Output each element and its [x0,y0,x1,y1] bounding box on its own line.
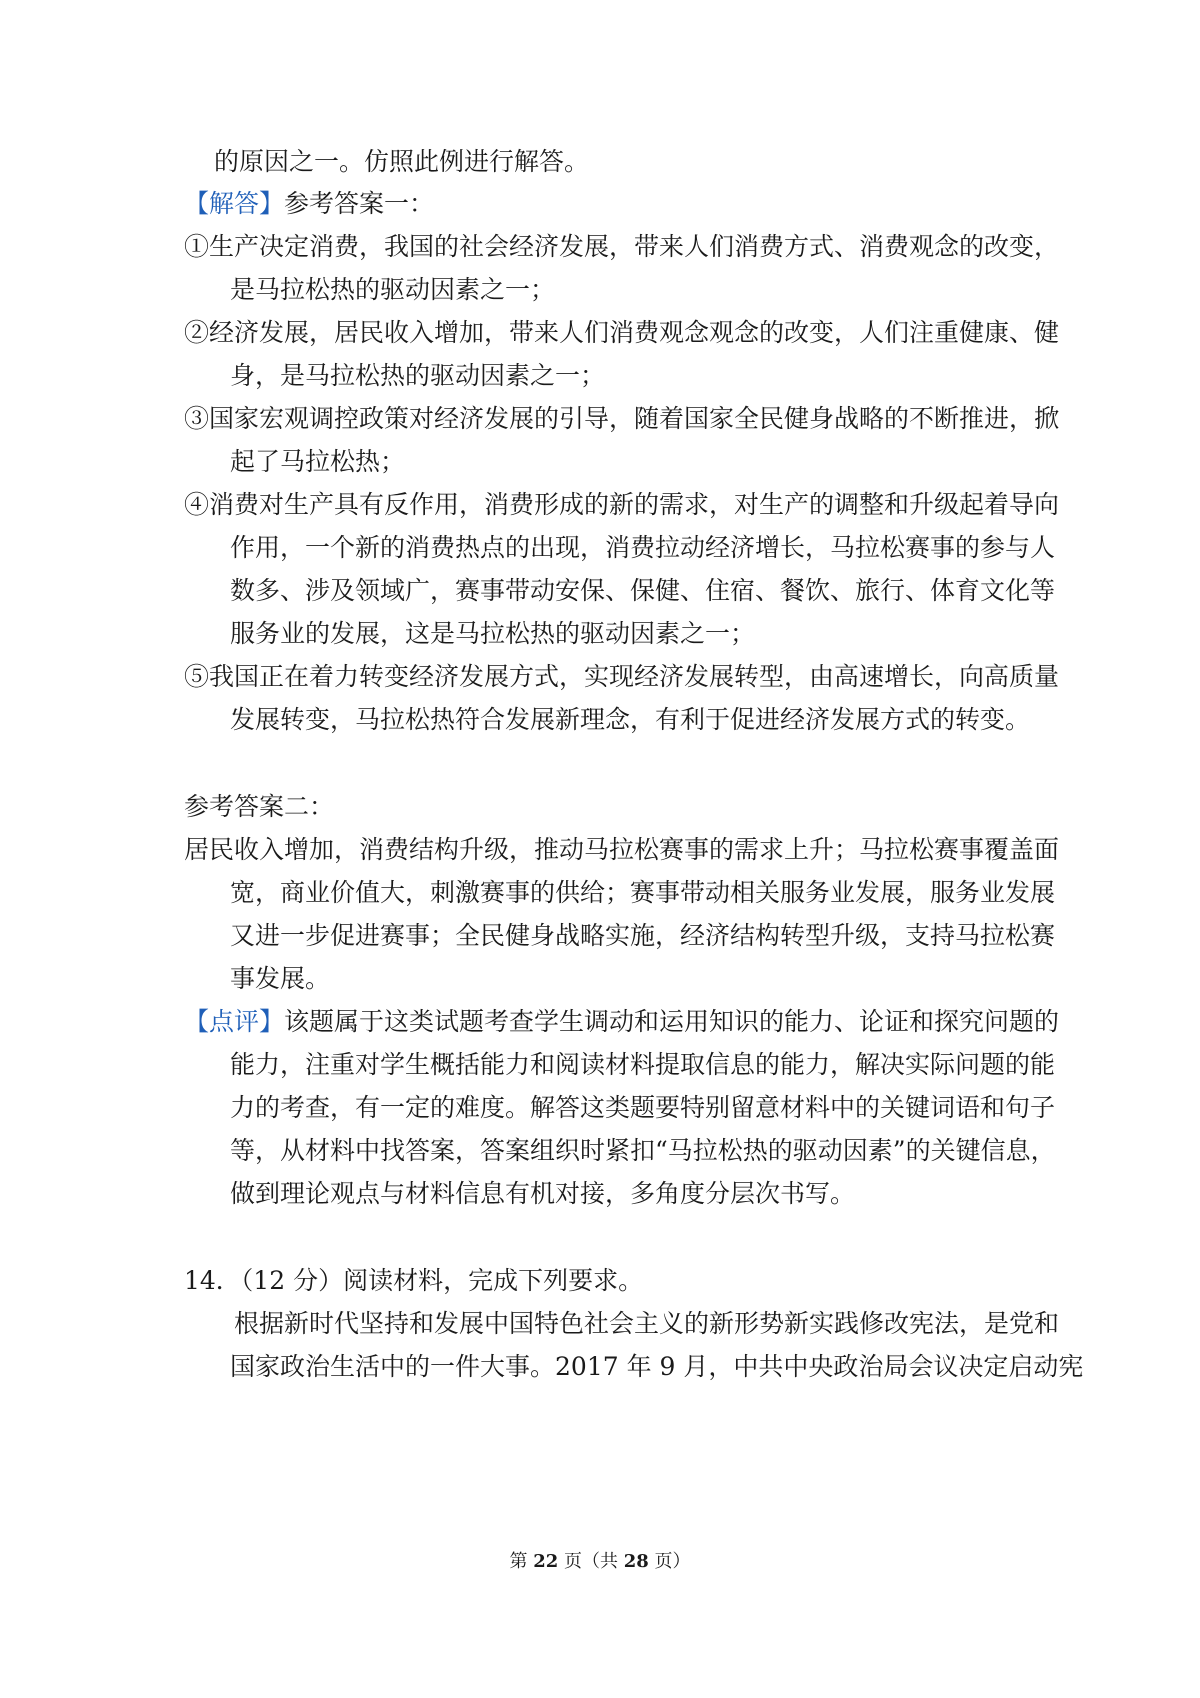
answer-item-1-line-2: 是马拉松热的驱动因素之一； [230,275,556,304]
answer-item-5-line-1: ⑤我国正在着力转变经济发展方式，实现经济发展转型，由高速增长，向高质量 [184,662,1060,691]
footer-prefix: 第 [509,1551,534,1572]
intro-line: 的原因之一。仿照此例进行解答。 [214,147,590,176]
question-14-line-2: 国家政治生活中的一件大事。2017 年 9 月，中共中央政治局会议决定启动宪 [230,1352,1084,1381]
page-footer [0,1550,1200,1574]
comment-text-1: 该题属于这类试题考查学生调动和运用知识的能力、论证和探究问题的 [284,1007,1060,1036]
comment-line-3: 力的考查，有一定的难度。解答这类题要特别留意材料中的关键词语和句子 [230,1093,1056,1122]
comment-tag: 【点评】 [184,1007,285,1036]
answer-item-4-line-4: 服务业的发展，这是马拉松热的驱动因素之一； [230,619,756,648]
footer-middle: 页（共 [558,1551,624,1572]
answer2-line-4: 事发展。 [230,964,331,993]
answer-item-3-line-2: 起了马拉松热； [230,447,406,476]
answer-item-4-line-3: 数多、涉及领域广，赛事带动安保、保健、住宿、餐饮、旅行、体育文化等 [230,576,1056,605]
comment-line-5: 做到理论观点与材料信息有机对接，多角度分层次书写。 [230,1179,856,1208]
footer-page-number: 22 [533,1551,559,1572]
answer-item-3-line-1: ③国家宏观调控政策对经济发展的引导，随着国家全民健身战略的不断推进，掀 [184,404,1060,433]
answer-item-1-line-1: ①生产决定消费，我国的社会经济发展，带来人们消费方式、消费观念的改变， [184,232,1060,261]
answer-title-2: 参考答案二： [184,792,335,821]
comment-line-4: 等，从材料中找答案，答案组织时紧扣“马拉松热的驱动因素”的关键信息， [230,1136,1056,1165]
answer2-line-2: 宽，商业价值大，刺激赛事的供给；赛事带动相关服务业发展，服务业发展 [230,878,1056,907]
answer-item-4-line-1: ④消费对生产具有反作用，消费形成的新的需求，对生产的调整和升级起着导向 [184,490,1060,519]
answer2-line-3: 又进一步促进赛事；全民健身战略实施，经济结构转型升级，支持马拉松赛 [230,921,1056,950]
question-14-header: 14．（12 分）阅读材料，完成下列要求。 [184,1266,644,1295]
comment-line-1 [184,1002,1059,1042]
comment-line-2: 能力，注重对学生概括能力和阅读材料提取信息的能力，解决实际问题的能 [230,1050,1056,1079]
answer2-line-1: 居民收入增加，消费结构升级，推动马拉松赛事的需求上升；马拉松赛事覆盖面 [184,835,1060,864]
answer-item-4-line-2: 作用，一个新的消费热点的出现，消费拉动经济增长，马拉松赛事的参与人 [230,533,1056,562]
answer-item-5-line-2: 发展转变，马拉松热符合发展新理念，有利于促进经济发展方式的转变。 [230,705,1031,734]
answer-title: 参考答案一： [284,189,435,218]
answer-heading [184,184,434,224]
question-14-line-1: 根据新时代坚持和发展中国特色社会主义的新形势新实践修改宪法，是党和 [234,1309,1060,1338]
answer-item-2-line-2: 身，是马拉松热的驱动因素之一； [230,361,606,390]
answer-tag: 【解答】 [184,189,285,218]
footer-suffix: 页） [648,1551,691,1572]
answer-item-2-line-1: ②经济发展，居民收入增加，带来人们消费观念观念的改变，人们注重健康、健 [184,318,1060,347]
footer-total-pages: 28 [623,1551,649,1572]
